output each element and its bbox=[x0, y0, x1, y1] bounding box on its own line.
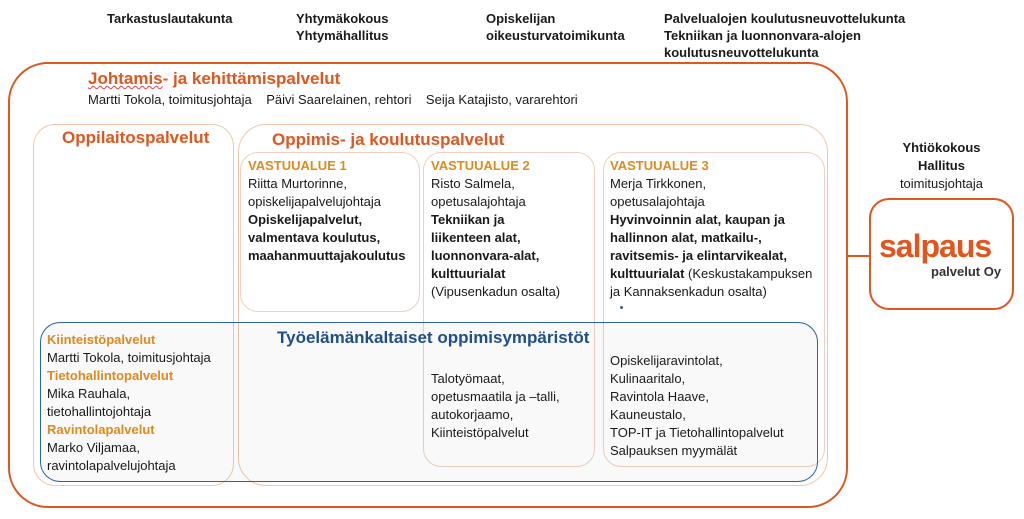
company-governance bbox=[869, 139, 1014, 193]
top-label-line: oikeusturvatoimikunta bbox=[486, 28, 625, 43]
tyoelama-col2 bbox=[431, 370, 560, 442]
tyoelama-item: autokorjaamo, bbox=[431, 407, 514, 422]
tyoelama-item: Kiinteistöpalvelut bbox=[431, 425, 529, 440]
vastuualue-line: Merja Tirkkonen, bbox=[610, 176, 707, 191]
vastuualue-line: hallinnon alat, matkailu-, bbox=[610, 230, 762, 245]
oppilaitos-item-line: Martti Tokola, toimitusjohtaja bbox=[47, 350, 211, 365]
decorative-dot bbox=[620, 306, 623, 309]
salpaus-logo-sub: palvelut Oy bbox=[931, 264, 1002, 279]
top-label-line: Palvelualojen koulutusneuvottelukunta bbox=[664, 11, 906, 26]
vastuualue-line: Risto Salmela, bbox=[431, 176, 515, 191]
oppilaitos-item-line: tietohallintojohtaja bbox=[47, 404, 152, 419]
oppilaitos-item-line: Marko Viljamaa, bbox=[47, 440, 140, 455]
vastuualue-1-content bbox=[248, 157, 405, 265]
tyoelama-item: opetusmaatila ja –talli, bbox=[431, 389, 560, 404]
top-label-yhtymakokous bbox=[296, 10, 388, 44]
vastuualue-heading: VASTUUALUE 1 bbox=[248, 158, 347, 173]
top-label-line: Opiskelijan bbox=[486, 11, 556, 26]
tyoelama-item: Salpauksen myymälät bbox=[610, 443, 738, 458]
johtamis-title-part1: Johtamis bbox=[88, 69, 163, 88]
top-label-line: Yhtymäkokous bbox=[296, 11, 389, 26]
top-label-oikeusturva bbox=[486, 10, 625, 44]
top-label-line: Tekniikan ja luonnonvara-alojen bbox=[664, 28, 861, 43]
vastuualue-line: (Vipusenkadun osalta) bbox=[431, 284, 561, 299]
top-label-neuvottelukunnat bbox=[664, 10, 905, 61]
tyoelama-title: Työelämänkaltaiset oppimisympäristöt bbox=[277, 328, 590, 347]
vastuualue-line: opetusalajohtaja bbox=[431, 194, 526, 209]
oppilaitos-item-line: ravintolapalvelujohtaja bbox=[47, 458, 176, 473]
tyoelama-item: Talotyömaat, bbox=[431, 371, 505, 386]
oppilaitos-items bbox=[47, 331, 211, 475]
vastuualue-line: liikenteen alat, bbox=[431, 230, 521, 245]
vastuualue-line: opetusalajohtaja bbox=[610, 194, 705, 209]
tyoelama-item: TOP-IT ja Tietohallintopalvelut bbox=[610, 425, 784, 440]
vastuualue-line: Hyvinvoinnin alat, kaupan ja bbox=[610, 212, 785, 227]
oppimispalvelut-title: Oppimis- ja koulutuspalvelut bbox=[272, 130, 505, 149]
company-heading-line: Yhtiökokous bbox=[902, 140, 981, 155]
vastuualue-line: ja Kannaksenkadun osalta) bbox=[610, 284, 767, 299]
vastuualue-heading: VASTUUALUE 2 bbox=[431, 158, 530, 173]
vastuualue-line-suffix: (Keskustakampuksen bbox=[684, 266, 813, 281]
johtamis-title-part2: - ja kehittämispalvelut bbox=[162, 69, 341, 88]
vastuualue-2-content bbox=[431, 157, 560, 301]
top-label-line: koulutusneuvottelukunta bbox=[664, 45, 819, 60]
johtamis-people: Martti Tokola, toimitusjohtaja Päivi Saarelainen, rehtori Seija Katajisto, vararehtori bbox=[88, 92, 578, 107]
vastuualue-3-content bbox=[610, 157, 812, 301]
vastuualue-heading: VASTUUALUE 3 bbox=[610, 158, 709, 173]
johtamis-title bbox=[88, 69, 340, 89]
vastuualue-line: maahanmuuttajakoulutus bbox=[248, 248, 406, 263]
vastuualue-line: valmentava koulutus, bbox=[248, 230, 381, 245]
vastuualue-line: luonnonvara-alat, bbox=[431, 248, 540, 263]
oppilaitos-item-heading: Kiinteistöpalvelut bbox=[47, 332, 156, 347]
vastuualue-line: ravitsemis- ja elintarvikealat, bbox=[610, 248, 788, 263]
vastuualue-line: Opiskelijapalvelut, bbox=[248, 212, 363, 227]
tyoelama-item: Opiskelijaravintolat, bbox=[610, 353, 723, 368]
company-subline: toimitusjohtaja bbox=[899, 176, 984, 191]
top-label-tarkastuslautakunta bbox=[107, 10, 232, 27]
company-connector bbox=[846, 255, 870, 257]
company-heading-line: Hallitus bbox=[918, 158, 965, 173]
oppilaitos-item-heading: Tietohallintopalvelut bbox=[47, 368, 174, 383]
tyoelama-item: Kulinaaritalo, bbox=[610, 371, 686, 386]
tyoelama-col3 bbox=[610, 352, 784, 460]
top-label-line: Tarkastuslautakunta bbox=[107, 11, 233, 26]
vastuualue-line-bold: kulttuurialat bbox=[610, 266, 685, 281]
oppilaitos-item-line: Mika Rauhala, bbox=[47, 386, 131, 401]
salpaus-logo: salpaus bbox=[879, 228, 992, 264]
vastuualue-line: kulttuurialat bbox=[431, 266, 506, 281]
vastuualue-line bbox=[610, 265, 812, 283]
tyoelama-item: Kauneustalo, bbox=[610, 407, 686, 422]
vastuualue-line: opiskelijapalvelujohtaja bbox=[248, 194, 381, 209]
tyoelama-item: Ravintola Haave, bbox=[610, 389, 709, 404]
salpaus-palvelut-logo-box bbox=[869, 198, 1014, 310]
vastuualue-line: Tekniikan ja bbox=[431, 212, 505, 227]
oppilaitospalvelut-title: Oppilaitospalvelut bbox=[62, 128, 210, 147]
oppilaitos-item-heading: Ravintolapalvelut bbox=[47, 422, 155, 437]
top-label-line: Yhtymähallitus bbox=[296, 28, 389, 43]
vastuualue-line: Riitta Murtorinne, bbox=[248, 176, 347, 191]
